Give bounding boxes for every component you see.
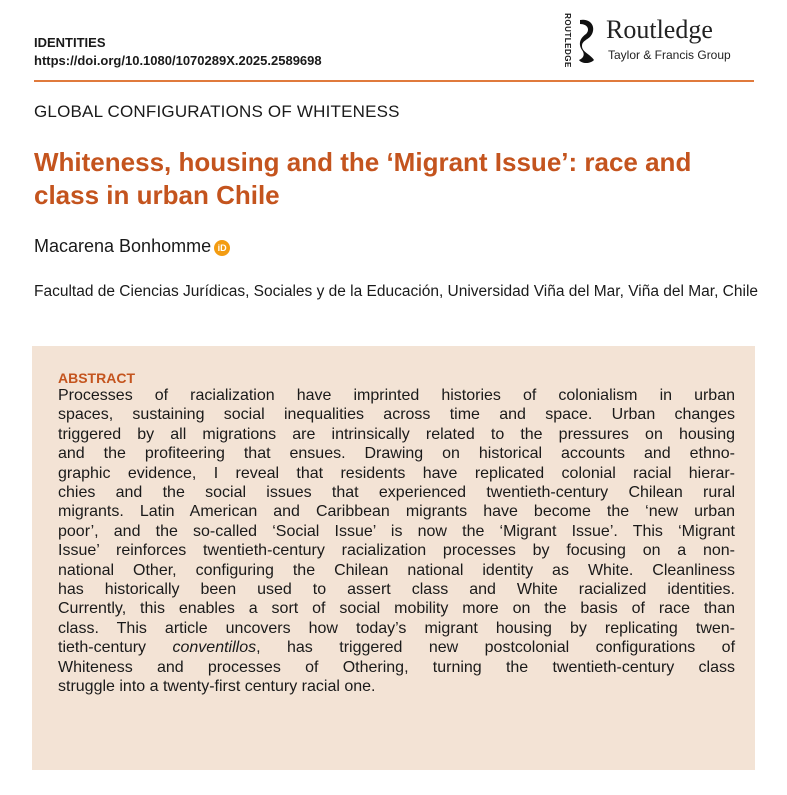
article-title: Whiteness, housing and the ‘Migrant Issue’: race and class in urban Chile [34, 147, 692, 210]
abstract-line: and the profiteering that ensues. Drawing on historical accounts and ethno- [58, 445, 735, 463]
affiliation: Facultad de Ciencias Jurídicas, Sociales y de la Educación, Universidad Viña del Mar, Viña del Mar, Chile [34, 283, 759, 300]
abstract-line: Whiteness and processes of Othering, turning the twentieth-century class [58, 658, 735, 676]
abstract-line: has historically been used to assert class and White racialized identities. [58, 581, 735, 599]
abstract-line-mixed: tieth-century conventillos, has triggered new postcolonial configurations of [58, 639, 736, 657]
publisher-name: Routledge [606, 15, 713, 44]
author-line [34, 236, 230, 257]
journal-name: IDENTITIES [34, 35, 106, 50]
routledge-logo [558, 14, 758, 70]
author-name: Macarena Bonhomme [34, 236, 212, 256]
abstract-line: struggle into a twenty-first century racial one. [58, 678, 376, 696]
abstract-line: class. This article uncovers how today’s migrant housing by replicating twen- [58, 619, 735, 637]
abstract-line: chies and the social issues that experienced twentieth-century Chilean rural [58, 484, 735, 502]
abstract-line: Processes of racialization have imprinted histories of colonialism in urban [58, 387, 735, 404]
publisher-group: Taylor & Francis Group [608, 48, 731, 62]
abstract-line: Issue’ reinforces twentieth-century racialization processes by focusing on a non- [58, 542, 735, 560]
abstract-line: spaces, sustaining social inequalities across time and space. Urban changes [58, 406, 735, 424]
abstract-line: national Other, configuring the Chilean national identity as White. Cleanliness [58, 561, 735, 579]
orcid-icon[interactable]: iD [214, 240, 230, 256]
abstract-line: graphic evidence, I reveal that residents have replicated colonial racial hierar- [58, 464, 735, 482]
abstract-line: Currently, this enables a sort of social mobility more on the basis of race than [58, 600, 735, 618]
abstract-line: migrants. Latin American and Caribbean migrants have become the ‘new urban [58, 503, 735, 521]
doi-link[interactable]: https://doi.org/10.1080/1070289X.2025.2589698 [34, 53, 322, 68]
abstract-line: poor’, and the so-called ‘Social Issue’ is now the ‘Migrant Issue’. This ‘Migrant [58, 522, 735, 540]
routledge-mark-icon [576, 16, 598, 66]
header-rule [34, 80, 754, 82]
section-heading: GLOBAL CONFIGURATIONS OF WHITENESS [34, 102, 400, 121]
abstract-box [32, 346, 755, 770]
abstract-line: triggered by all migrations are intrinsically related to the pressures on housing [58, 425, 735, 443]
abstract-text [58, 386, 735, 697]
logo-side-text: ROUTLEDGE [562, 13, 572, 68]
abstract-heading: ABSTRACT [58, 370, 135, 386]
italic-term: conventillos [172, 639, 257, 657]
